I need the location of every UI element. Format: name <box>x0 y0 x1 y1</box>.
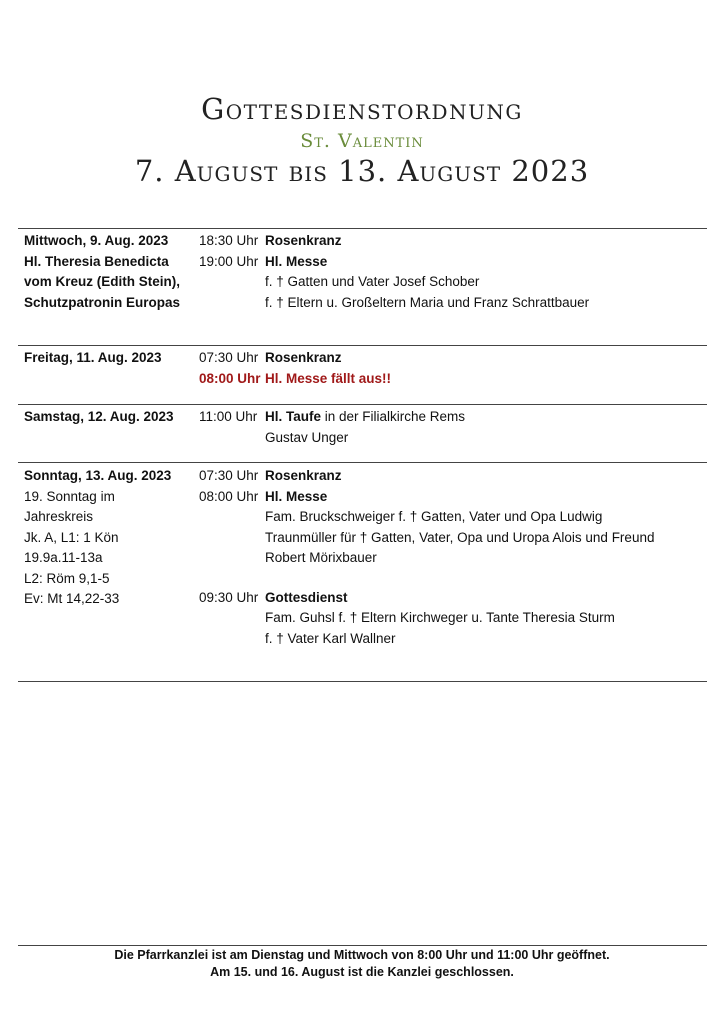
time: 07:30 Uhr <box>199 468 259 483</box>
time: 18:30 Uhr <box>199 233 259 248</box>
divider <box>18 462 707 463</box>
intention: Traunmüller für † Gatten, Vater, Opa und Uropa Alois und Freund <box>265 529 655 545</box>
divider <box>18 681 707 682</box>
office-hours-notice <box>0 947 724 981</box>
event-title: Rosenkranz <box>265 350 342 365</box>
event-column <box>265 466 715 649</box>
day-label: Sonntag, 13. Aug. 2023 <box>24 468 172 483</box>
divider <box>18 228 707 229</box>
event-title: Hl. Messe <box>265 488 328 504</box>
liturgy-note: Jk. A, L1: 1 Kön <box>24 529 119 545</box>
day-label: Freitag, 11. Aug. 2023 <box>24 350 162 365</box>
liturgy-note: 19.9a.11-13a <box>24 550 103 565</box>
time: 09:30 Uhr <box>199 590 259 605</box>
day-label: Samstag, 12. Aug. 2023 <box>24 409 174 424</box>
intention: f. † Eltern u. Großeltern Maria und Franz Schrattbauer <box>265 294 590 310</box>
feast-note: vom Kreuz (Edith Stein), <box>24 274 181 289</box>
time-column <box>199 407 269 428</box>
event-title: Rosenkranz <box>265 233 342 248</box>
event-line <box>265 407 715 428</box>
time: 19:00 Uhr <box>199 253 259 269</box>
baptism-name: Gustav Unger <box>265 429 349 445</box>
time-column <box>199 231 269 272</box>
day-column <box>24 407 200 428</box>
event-title: Hl. Messe <box>265 253 328 269</box>
event-title: Rosenkranz <box>265 468 342 483</box>
intention: Fam. Guhsl f. † Eltern Kirchweger u. Tante Theresia Sturm <box>265 610 615 625</box>
intention: f. † Vater Karl Wallner <box>265 630 396 646</box>
time-column <box>199 466 269 609</box>
liturgy-note: Jahreskreis <box>24 509 94 524</box>
date-range: 7. August bis 13. August 2023 <box>134 154 590 188</box>
day-label: Mittwoch, 9. Aug. 2023 <box>24 233 169 248</box>
divider <box>18 404 707 405</box>
liturgy-note: 19. Sonntag im <box>24 488 115 504</box>
feast-note: Hl. Theresia Benedicta <box>24 253 169 269</box>
time: 07:30 Uhr <box>199 350 259 365</box>
divider <box>18 945 707 946</box>
event-cancelled: Hl. Messe fällt aus!! <box>265 370 392 386</box>
event-column <box>265 348 715 389</box>
day-column <box>24 348 200 369</box>
page-title: Gottesdienstordnung <box>201 92 523 126</box>
intention: Fam. Bruckschweiger f. † Gatten, Vater und Opa Ludwig <box>265 509 603 524</box>
event-title: Hl. Taufe <box>265 409 322 424</box>
time-column <box>199 348 269 389</box>
divider <box>18 345 707 346</box>
intention: Robert Mörixbauer <box>265 550 377 565</box>
event-column <box>265 231 715 313</box>
time-cancelled: 08:00 Uhr <box>199 370 261 386</box>
liturgy-note: L2: Röm 9,1-5 <box>24 570 110 586</box>
liturgy-note: Ev: Mt 14,22-33 <box>24 591 120 606</box>
office-hours-line: Die Pfarrkanzlei ist am Dienstag und Mittwoch von 8:00 Uhr und 11:00 Uhr geöffnet. <box>114 948 610 962</box>
event-location: in der Filialkirche Rems <box>321 409 466 424</box>
time: 08:00 Uhr <box>199 488 259 504</box>
intention: f. † Gatten und Vater Josef Schober <box>265 274 480 289</box>
parish-name: St. Valentin <box>300 130 424 152</box>
time: 11:00 Uhr <box>199 409 258 424</box>
event-column <box>265 407 715 448</box>
day-column <box>24 231 200 313</box>
feast-note: Schutzpatronin Europas <box>24 294 181 310</box>
day-column <box>24 466 200 610</box>
event-title: Gottesdienst <box>265 589 348 605</box>
office-closed-line: Am 15. und 16. August ist die Kanzlei geschlossen. <box>210 965 514 979</box>
